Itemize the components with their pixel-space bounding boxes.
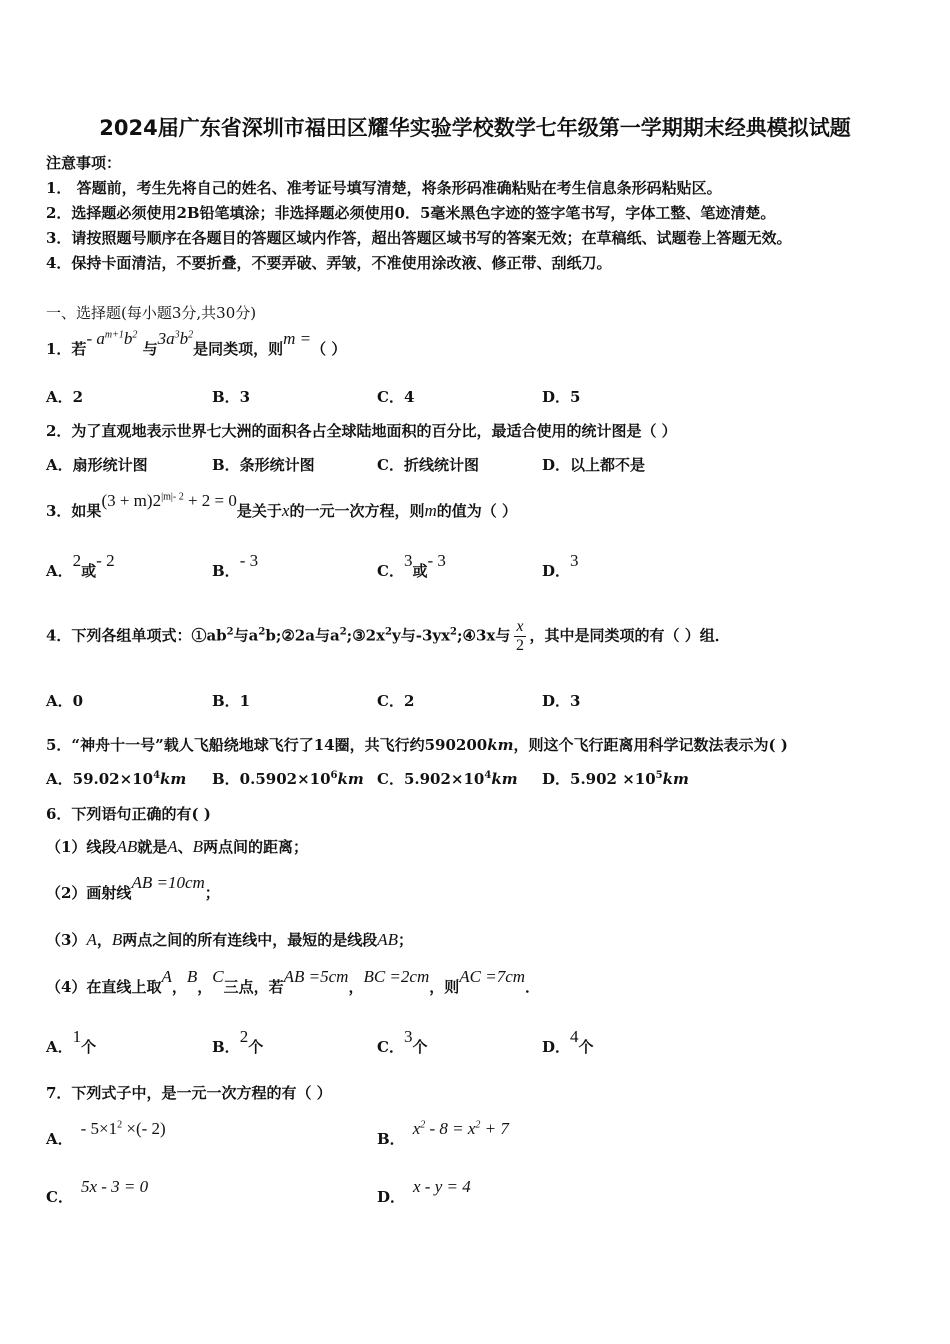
q1-expr3: m = <box>283 329 312 348</box>
q4-option-a[interactable]: A．0 <box>46 692 84 710</box>
notice-item-2: 2．选择题必须使用2B铅笔填涂；非选择题必须使用0．5毫米黑色字迹的签字笔书写，字体工整、笔迹清楚。 <box>46 204 776 222</box>
question-3: 3．如果$(3 + m)2^{|m|- 2} + 2 = 0$是关于x的一元一次方程，则m的值为（ ） <box>46 491 517 520</box>
notice-item-4: 4．保持卡面清洁，不要折叠，不要弄破、弄皱，不准使用涂改液、修正带、刮纸刀。 <box>46 254 612 272</box>
q5-option-a[interactable]: A．$59.02\times 10^4km$ <box>46 770 187 788</box>
q4-option-b[interactable]: B．1 <box>212 692 251 710</box>
notice-heading: 注意事项： <box>46 154 122 172</box>
q1-pre: 1．若 <box>46 340 87 358</box>
q2-option-b[interactable]: B．条形统计图 <box>212 456 315 474</box>
q2-option-a[interactable]: A．扇形统计图 <box>46 456 148 474</box>
q3-option-b[interactable]: B．- 3 <box>212 551 259 580</box>
q1-option-c[interactable]: C．4 <box>377 388 415 406</box>
q2-option-c[interactable]: C．折线统计图 <box>377 456 479 474</box>
q4-option-c[interactable]: C．2 <box>377 692 415 710</box>
q3-equation: $(3 + m)2^{|m|- 2} + 2 = 0$ <box>101 491 237 510</box>
question-6: 6．下列语句正确的有( ) <box>46 805 211 823</box>
q3-option-a[interactable]: A．2或- 2 <box>46 551 115 580</box>
question-2: 2．为了直观地表示世界七大洲的面积各占全球陆地面积的百分比，最适合使用的统计图是（ ） <box>46 422 677 440</box>
q1-option-b[interactable]: B．3 <box>212 388 251 406</box>
q7-option-a[interactable]: A．- $5\times 1^2$ ×(- 2) <box>46 1119 166 1148</box>
q6-option-a[interactable]: A．1个 <box>46 1027 97 1056</box>
q3-option-c[interactable]: C．3或- 3 <box>377 551 446 580</box>
q6-statement-3: （3）A，B两点之间的所有连线中，最短的是线段AB； <box>46 930 414 949</box>
q1-option-d[interactable]: D．5 <box>542 388 581 406</box>
q2-option-d[interactable]: D．以上都不是 <box>542 456 646 474</box>
question-7: 7．下列式子中，是一元一次方程的有（ ） <box>46 1084 332 1102</box>
question-1 <box>46 329 347 359</box>
q7-option-b[interactable]: B．$x^2 - 8 = x^2 + 7$ <box>377 1119 509 1148</box>
q6-statement-4: （4）在直线上取A，B，C三点，若AB =5cm，BC =2cm，则AC =7cm． <box>46 967 541 996</box>
q7-option-d[interactable]: D．x - y = 4 <box>377 1177 471 1206</box>
q5-option-b[interactable]: B．$0.5902\times 10^6km$ <box>212 770 364 788</box>
q5-option-d[interactable]: D．$5.902 \times 10^5km$ <box>542 770 689 788</box>
q3-option-d[interactable]: D．3 <box>542 551 579 580</box>
q4-fraction: $\frac{x}{2}$ <box>515 618 524 654</box>
q6-statement-1: （1）线段AB就是A、B两点间的距离； <box>46 837 309 856</box>
q6-option-c[interactable]: C．3个 <box>377 1027 428 1056</box>
q1-end: （ ） <box>311 340 347 358</box>
q1-post: 是同类项，则 <box>193 340 284 358</box>
q4-option-d[interactable]: D．3 <box>542 692 581 710</box>
question-5: 5．“神舟十一号”载人飞船绕地球飞行了14圈，共飞行约590200km，则这个飞行距离用科学记数法表示为( ) <box>46 736 788 754</box>
q5-option-c[interactable]: C．$5.902\times 10^4km$ <box>377 770 518 788</box>
notice-item-1: 1． 答题前，考生先将自己的姓名、准考证号填写清楚，将条形码准确粘贴在考生信息条形码粘贴区。 <box>46 179 722 197</box>
notice-item-3: 3．请按照题号顺序在各题目的答题区域内作答，超出答题区域书写的答案无效；在草稿纸、试题卷上答题无效。 <box>46 229 792 247</box>
question-4: 4．下列各组单项式：$①ab^2$与$a^2b;②2a$与$a^2;③2x^2y$与$-3yx^2;④3x$与 $\frac{x}{2}$ ，其中是同类项的有（ ）组． <box>46 618 730 654</box>
q1-expr1: - $a^{m+1}b^2$ <box>86 329 138 348</box>
q6-statement-2: （2）画射线AB =10cm； <box>46 873 220 902</box>
q7-option-c[interactable]: C．5x - 3 = 0 <box>46 1177 149 1206</box>
q1-mid: 与 <box>142 340 158 358</box>
q6-option-b[interactable]: B．2个 <box>212 1027 264 1056</box>
q1-expr2: $3a^3b^2$ <box>157 329 194 348</box>
section-heading: 一、选择题(每小题3分,共30分) <box>46 304 257 322</box>
q1-option-a[interactable]: A．2 <box>46 388 84 406</box>
q6-option-d[interactable]: D．4个 <box>542 1027 594 1056</box>
page-title: 2024届广东省深圳市福田区耀华实验学校数学七年级第一学期期末经典模拟试题 <box>99 116 851 140</box>
